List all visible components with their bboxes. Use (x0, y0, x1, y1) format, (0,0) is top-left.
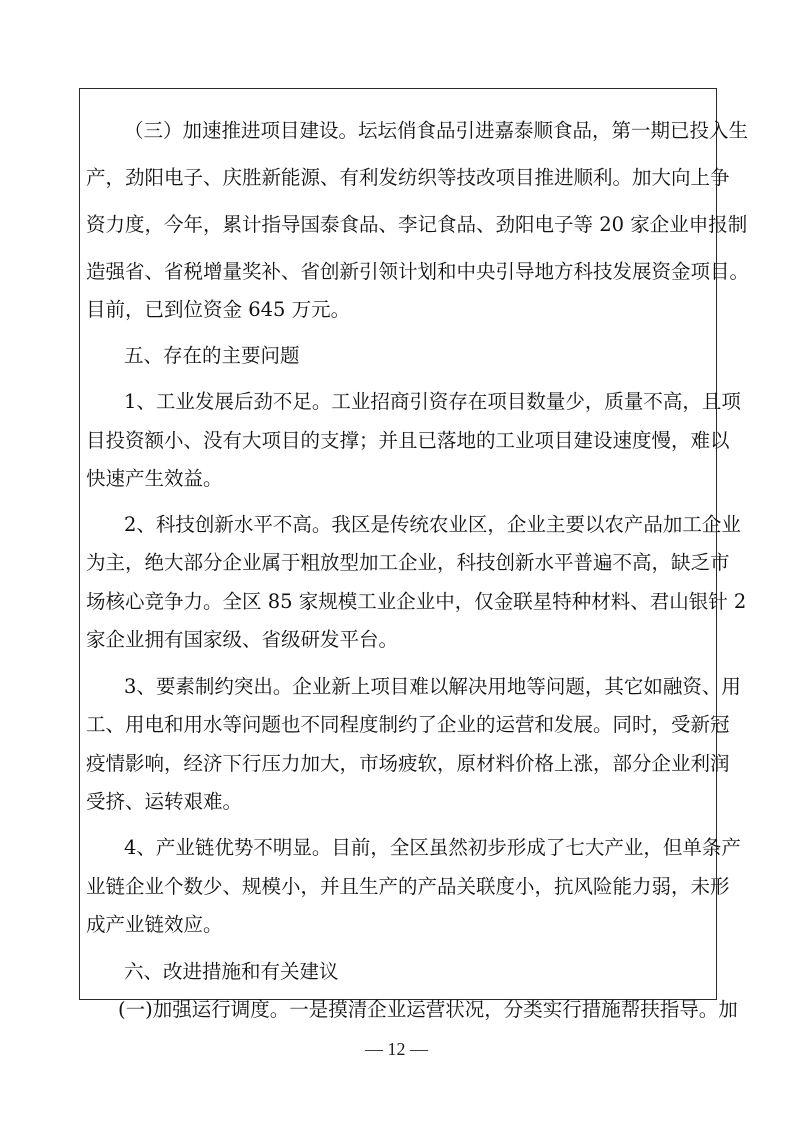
page-number: — 12 — (365, 1039, 428, 1059)
para-3-line-2: 产，劲阳电子、庆胜新能源、有利发纺织等技改项目推进顺利。加大向上争 (86, 166, 730, 189)
issue-4-line-1: 4、产业链优势不明显。目前，全区虽然初步形成了七大产业，但单条产 (124, 836, 741, 859)
measure-1-line-1: (一)加强运行调度。一是摸清企业运营状况，分类实行措施帮扶指导。加 (118, 998, 738, 1021)
issue-2-line-1: 2、科技创新水平不高。我区是传统农业区，企业主要以农产品加工企业 (124, 513, 741, 536)
issue-3-line-2: 工、用电和用水等问题也不同程度制约了企业的运营和发展。同时，受新冠 (86, 713, 730, 736)
issue-3-line-1: 3、要素制约突出。企业新上项目难以解决用地等问题，其它如融资、用 (124, 675, 741, 698)
issue-4-line-3: 成产业链效应。 (86, 913, 223, 936)
issue-2-line-2: 为主，绝大部分企业属于粗放型加工企业，科技创新水平普遍不高，缺乏市 (86, 551, 730, 574)
issue-1-line-1: 1、工业发展后劲不足。工业招商引资存在项目数量少，质量不高，且项 (124, 390, 741, 413)
issue-4-line-2: 业链企业个数少、规模小，并且生产的产品关联度小，抗风险能力弱，未形 (86, 875, 730, 898)
issue-3-line-3: 疫情影响，经济下行压力加大，市场疲软，原材料价格上涨，部分企业利润 (86, 752, 730, 775)
issue-1-line-2: 目投资额小、没有大项目的支撑；并且已落地的工业项目建设速度慢，难以 (86, 429, 730, 452)
section-5-heading: 五、存在的主要问题 (124, 344, 300, 367)
section-6-heading: 六、改进措施和有关建议 (124, 960, 339, 983)
issue-1-line-3: 快速产生效益。 (86, 467, 223, 490)
issue-2-line-4: 家企业拥有国家级、省级研发平台。 (86, 628, 399, 651)
para-3-line-5: 目前，已到位资金 645 万元。 (86, 298, 351, 321)
issue-2-line-3: 场核心竞争力。全区 85 家规模工业企业中，仅金联星特种材料、君山银针 2 (86, 590, 747, 613)
para-3-line-3: 资力度，今年，累计指导国泰食品、李记食品、劲阳电子等 20 家企业申报制 (86, 213, 748, 236)
para-3-line-4: 造强省、省税增量奖补、省创新引领计划和中央引导地方科技发展资金项目。 (86, 260, 750, 283)
issue-3-line-4: 受挤、运转艰难。 (86, 790, 243, 813)
para-3-line-1: （三）加速推进项目建设。坛坛俏食品引进嘉泰顺食品，第一期已投入生 (124, 119, 749, 142)
